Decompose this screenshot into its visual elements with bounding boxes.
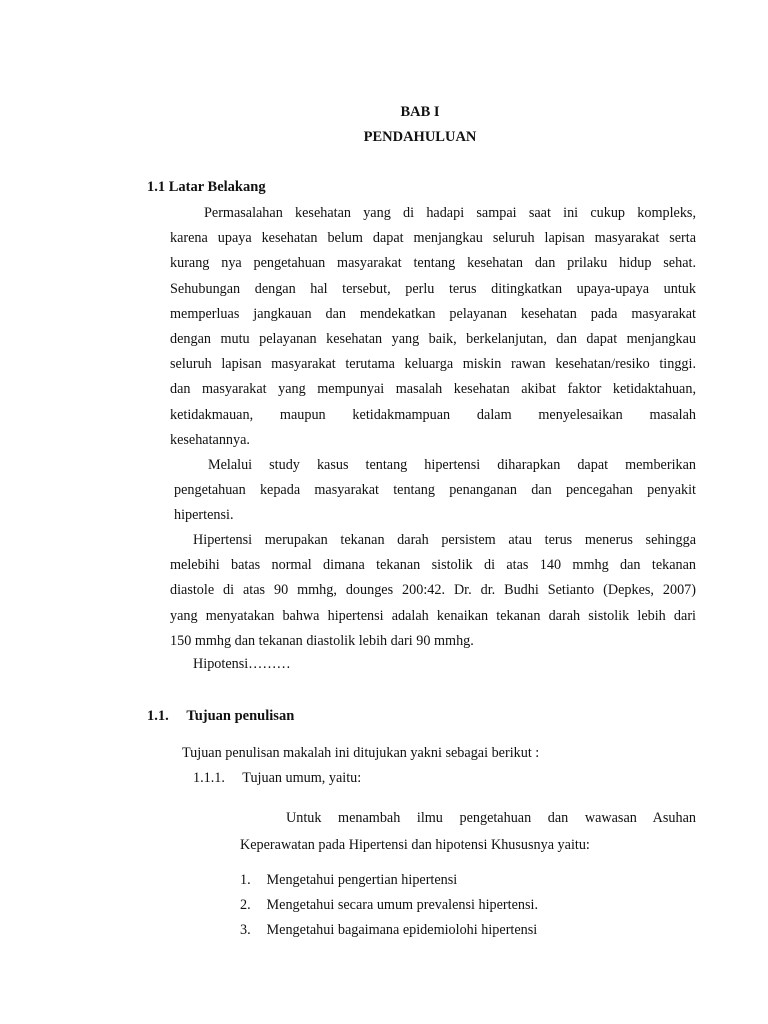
paragraph-line: memperluas jangkauan dan mendekatkan pelayanan kesehatan pada masyarakat	[170, 305, 696, 322]
list-text: Mengetahui pengertian hipertensi	[266, 872, 458, 888]
paragraph-line: kurang nya pengetahuan masyarakat tentang kesehatan dan prilaku hidup sehat.	[170, 255, 696, 272]
subsection-title: Tujuan umum, yaitu:	[242, 770, 362, 786]
paragraph-background-1	[170, 201, 696, 453]
paragraph-line: Permasalahan kesehatan yang di hadapi sampai saat ini cukup kompleks,	[204, 205, 696, 221]
chapter-title: PENDAHULUAN	[363, 129, 477, 145]
subsection-number: 1.1.1.	[193, 770, 225, 786]
paragraph-line: yang menyatakan bahwa hipertensi adalah kenaikan tekanan darah sistolik lebih dari	[170, 607, 696, 624]
list-number: 1.	[240, 872, 251, 888]
paragraph-line: Sehubungan dengan hal tersebut, perlu terus ditingkatkan upaya-upaya untuk	[170, 280, 696, 297]
section-heading-latar-belakang: 1.1 Latar Belakang	[147, 179, 266, 195]
paragraph-line: hipertensi.	[174, 507, 234, 524]
list-item	[240, 872, 457, 889]
paragraph-line: Melalui study kasus tentang hipertensi diharapkan dapat memberikan	[208, 457, 696, 473]
chapter-label: BAB I	[400, 104, 440, 120]
purpose-intro: Tujuan penulisan makalah ini ditujukan yakni sebagai berikut :	[182, 745, 540, 761]
section-heading-tujuan	[147, 708, 294, 725]
subsection-paragraph	[240, 805, 696, 859]
list-item	[240, 922, 537, 939]
section-number: 1.1.	[147, 708, 169, 724]
list-text: Mengetahui secara umum prevalensi hipertensi.	[266, 897, 538, 913]
subsection-heading-tujuan-umum	[193, 770, 361, 787]
list-item	[240, 897, 538, 914]
list-text: Mengetahui bagaimana epidemiolohi hipertensi	[266, 922, 538, 938]
list-number: 3.	[240, 922, 251, 938]
paragraph-line: karena upaya kesehatan belum dapat menjangkau seluruh lapisan masyarakat serta	[170, 230, 696, 247]
paragraph-line: Untuk menambah ilmu pengetahuan dan wawasan Asuhan	[286, 810, 696, 826]
paragraph-background-3	[170, 528, 696, 654]
paragraph-line: seluruh lapisan masyarakat terutama keluarga miskin rawan kesehatan/resiko tinggi.	[170, 356, 696, 373]
paragraph-line: melebihi batas normal dimana tekanan sistolik di atas 140 mmhg dan tekanan	[170, 557, 696, 574]
paragraph-background-2	[174, 453, 696, 529]
section-title: Tujuan penulisan	[186, 708, 295, 724]
paragraph-line: Keperawatan pada Hipertensi dan hipotensi Khususnya yaitu:	[240, 837, 590, 853]
paragraph-line: diastole di atas 90 mmhg, dounges 200:42. Dr. dr. Budhi Setianto (Depkes, 2007)	[170, 582, 696, 599]
paragraph-line: kesehatannya.	[170, 431, 250, 448]
paragraph-line: 150 mmhg dan tekanan diastolik lebih dari 90 mmhg.	[170, 632, 474, 649]
list-number: 2.	[240, 897, 251, 913]
paragraph-line: pengetahuan kepada masyarakat tentang penanganan dan pencegahan penyakit	[174, 482, 696, 499]
paragraph-hipotensi: Hipotensi………	[193, 656, 291, 672]
paragraph-line: ketidakmauan, maupun ketidakmampuan dalam menyelesaikan masalah	[170, 406, 696, 423]
paragraph-line: dan masyarakat yang mempunyai masalah kesehatan akibat faktor ketidaktahuan,	[170, 381, 696, 398]
paragraph-line: Hipertensi merupakan tekanan darah persistem atau terus menerus sehingga	[193, 532, 696, 548]
paragraph-line: dengan mutu pelayanan kesehatan yang baik, berkelanjutan, dan dapat menjangkau	[170, 330, 696, 347]
